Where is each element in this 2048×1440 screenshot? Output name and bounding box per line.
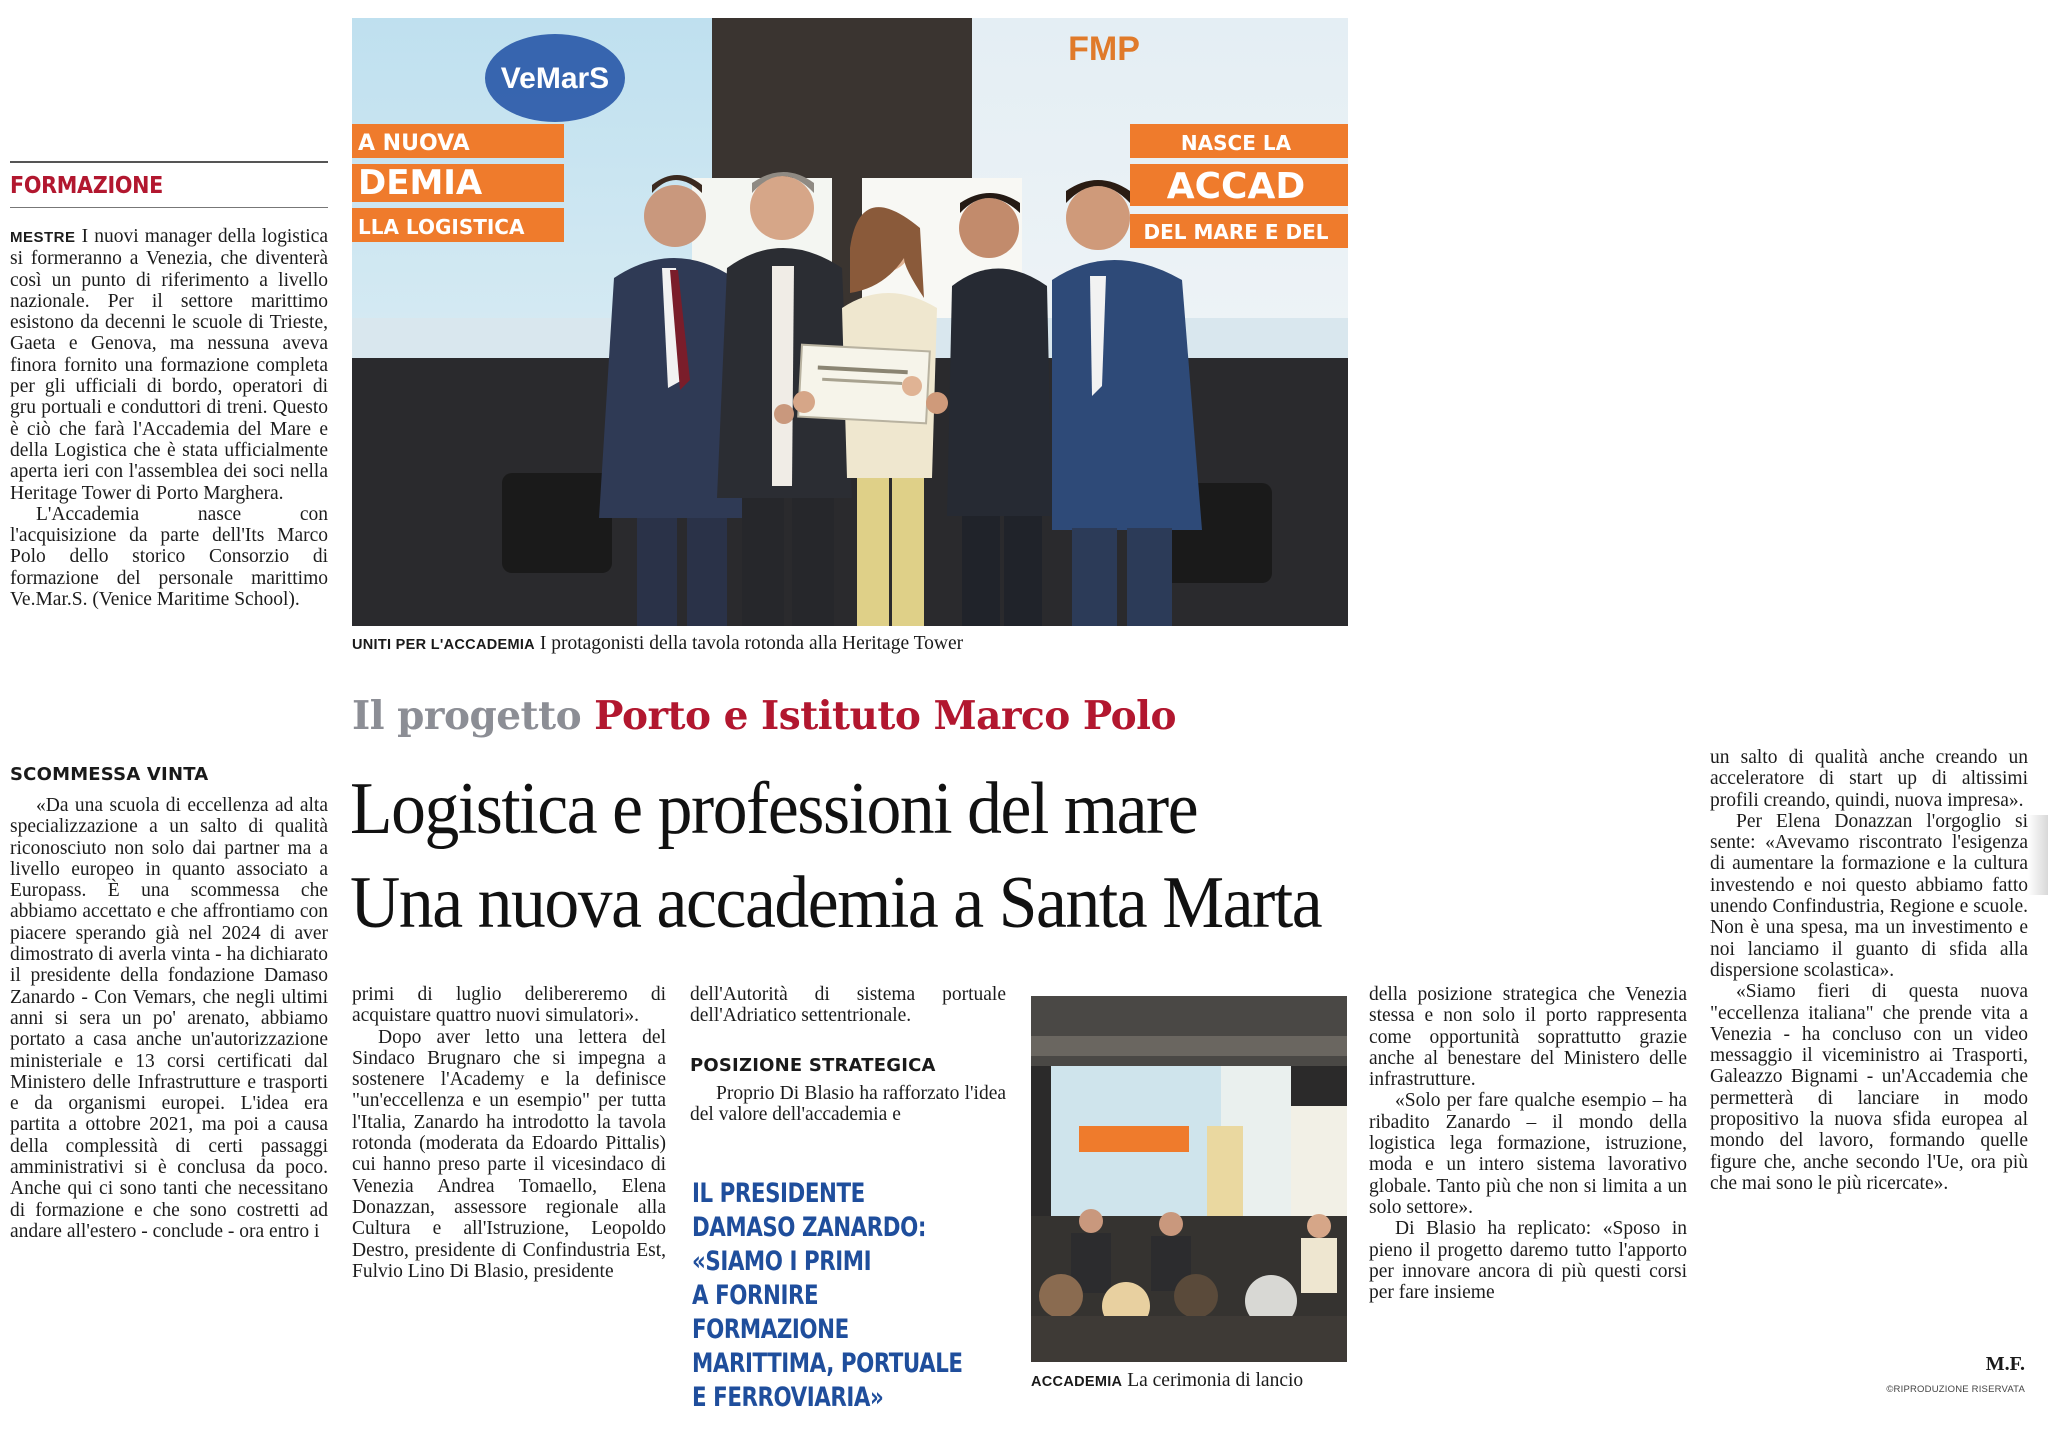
second-photo-scene — [1031, 996, 1347, 1362]
vemars-logo-text: VeMarS — [500, 62, 610, 95]
headline-line-2: Una nuova accademia a Santa Marta — [350, 862, 1322, 944]
banner-right-3: DEL MARE E DEL — [1143, 220, 1329, 244]
paragraph: dell'Autorità di sistema portuale dell'Adriatico settentrionale. — [690, 984, 1006, 1027]
pull-quote-line: IL PRESIDENTE — [692, 1178, 865, 1209]
paragraph: un salto di qualità anche creando un acceleratore di start up di altissimi profili creando, quindi, nuova impresa». — [1710, 747, 2028, 811]
column-3-top — [690, 984, 1006, 1028]
dateline: MESTRE — [10, 229, 76, 246]
pull-quote-line: «SIAMO I PRIMI — [692, 1246, 872, 1277]
pull-quote-line: E FERROVIARIA» — [692, 1382, 884, 1413]
pull-quote-line: A FORNIRE FORMAZIONE — [692, 1280, 849, 1345]
lead-paragraph: I nuovi manager della logistica si formeranno a Venezia, che diventerà così un punto di riferimento a livello nazionale. Per il settore marittimo esistono da decenni le scuole di Trieste, Gaeta e Genova, ma nessuna aveva finora fornito una formazione completa per gli ufficiali di bordo, operatori di gru portuali e conduttori di treni. Questo è ciò che farà l'Accademia del Mare e della Logistica che è stata ufficialmente aperta ieri con l'assemblea dei soci nella Heritage Tower di Porto Marghera. — [10, 226, 328, 504]
kicker-topic: Porto e Istituto Marco Polo — [594, 693, 1176, 739]
paragraph: Di Blasio ha replicato: «Sposo in pieno il progetto daremo tutto l'apporto per innovare ancora di più questi corsi per fare insieme — [1369, 1218, 1687, 1304]
paragraph: Proprio Di Blasio ha rafforzato l'idea del valore dell'accademia e — [690, 1083, 1006, 1126]
second-caption-tag: ACCADEMIA — [1031, 1374, 1123, 1390]
second-photo — [1031, 996, 1347, 1362]
column-1-bottom — [10, 795, 328, 1407]
section-top-rule — [10, 161, 328, 163]
column-1-top — [10, 226, 328, 749]
pull-quote — [692, 1177, 974, 1415]
banner-right-2: ACCAD — [1166, 166, 1306, 207]
banner-left-2: DEMIA — [358, 163, 483, 203]
column-5 — [1710, 747, 2028, 1347]
banner-right-1: NASCE LA — [1180, 131, 1292, 155]
headline-line-1: Logistica e professioni del mare — [350, 768, 1198, 850]
subhead-scommessa: SCOMMESSA VINTA — [10, 764, 209, 785]
paragraph: «Da una scuola di eccellenza ad alta specializzazione a un salto di qualità riconosciuto non solo dai partner ma a livello europeo in quanto associato a Europass. È una scommessa che abbiamo accettato e che affrontiamo con piacere sperando già nel 2024 di aver dimostrato di averla vinta - ha dichiarato il presidente della fondazione Damaso Zanardo - Con Vemars, che negli ultimi anni si sera un po' arenato, abbiamo portato a casa anche un'autorizzazione ministeriale e 13 corsi certificati dal Ministero delle Infrastrutture e trasporti e da organismi europei. L'idea era partita a ottobre 2021, ma poi a causa della complessità di certi passaggi amministrativi si è conclusa da poco. Anche qui ci sono tanti che necessitano di formazione e che sono costretti ad andare all'estero - conclude - ora entro i — [10, 795, 328, 1242]
second-caption-text: La cerimonia di lancio — [1127, 1370, 1304, 1391]
main-photo-caption — [352, 633, 1352, 656]
column-2 — [352, 984, 666, 1396]
main-photo-scene — [352, 18, 1348, 626]
paragraph: Dopo aver letto una lettera del Sindaco Brugnaro che si impegna a sostenere l'Academy e la definisce "un'eccellenza e un esempio" per tutta l'Italia, Zanardo ha introdotto la tavola rotonda (moderata da Edoardo Pittalis) cui hanno preso parte il vicesindaco di Venezia Andrea Tomaello, Elena Donazzan, assessore regionale alla Cultura e all'Istruzione, Leopoldo Destro, presidente di Confindustria Est, Fulvio Lino Di Blasio, presidente — [352, 1026, 666, 1282]
signature: M.F. — [1985, 1353, 2025, 1375]
paragraph: «Solo per fare qualche esempio – ha ribadito Zanardo – il mondo della logistica lega formazione, istruzione, moda e un intero sistema lavorativo globale. Tanto più che non si limita a un solo settore». — [1369, 1090, 1687, 1218]
pull-quote-line: DAMASO ZANARDO: — [692, 1212, 926, 1243]
paragraph: Per Elena Donazzan l'orgoglio si sente: «Avevamo riscontrato l'esigenza di aumentare la formazione e la cultura investendo e noi questo abbiamo fatto unendo Confindustria, Regione e scuole. Non è una spesa, ma un investimento e noi lanciamo il guanto di sfida alla dispersione scolastica». — [1710, 810, 2028, 981]
paragraph: primi di luglio delibereremo di acquistare quattro nuovi simulatori». — [352, 984, 666, 1027]
main-caption-text: I protagonisti della tavola rotonda alla Heritage Tower — [539, 633, 964, 654]
banner-left-3: LLA LOGISTICA — [358, 215, 525, 239]
subhead-posizione: POSIZIONE STRATEGICA — [690, 1055, 936, 1076]
column-3-mid — [690, 1083, 1006, 1127]
page-edge-shadow — [2028, 815, 2048, 895]
paragraph: della posizione strategica che Venezia stessa e non solo il porto rappresenta come opportunità soprattutto grazie anche al benestare del Ministero delle infrastrutture. — [1369, 984, 1687, 1091]
main-photo — [352, 18, 1348, 626]
rights-notice: ©RIPRODUZIONE RISERVATA — [1886, 1384, 2025, 1395]
banner-left-1: A NUOVA — [358, 131, 470, 156]
paragraph: L'Accademia nasce con l'acquisizione da parte dell'Its Marco Polo dello storico Consorzio di formazione del personale marittimo Ve.Mar.S. (Venice Maritime School). — [10, 503, 328, 611]
section-bottom-rule — [10, 207, 328, 208]
kicker — [352, 693, 1176, 739]
pull-quote-line: MARITTIMA, PORTUALE — [692, 1348, 963, 1379]
second-photo-caption — [1031, 1370, 1351, 1393]
main-caption-tag: UNITI PER L'ACCADEMIA — [352, 637, 535, 653]
column-4 — [1369, 984, 1687, 1396]
kicker-prefix: Il progetto — [352, 693, 582, 739]
section-label: FORMAZIONE — [10, 173, 164, 199]
paragraph: «Siamo fieri di questa nuova "eccellenza italiana" che prende vita a Venezia - ha concluso con un video messaggio il viceministro ai Trasporti, Galeazzo Bignami - un'Accademia che permetterà di lanciare in modo propositivo la nuova sfida europea al mondo del lavoro, formando quelle figure che, anche secondo l'Ue, ora più che mai sono le più ricercate». — [1710, 981, 2028, 1194]
fmp-logo-text: FMP — [1068, 30, 1140, 68]
